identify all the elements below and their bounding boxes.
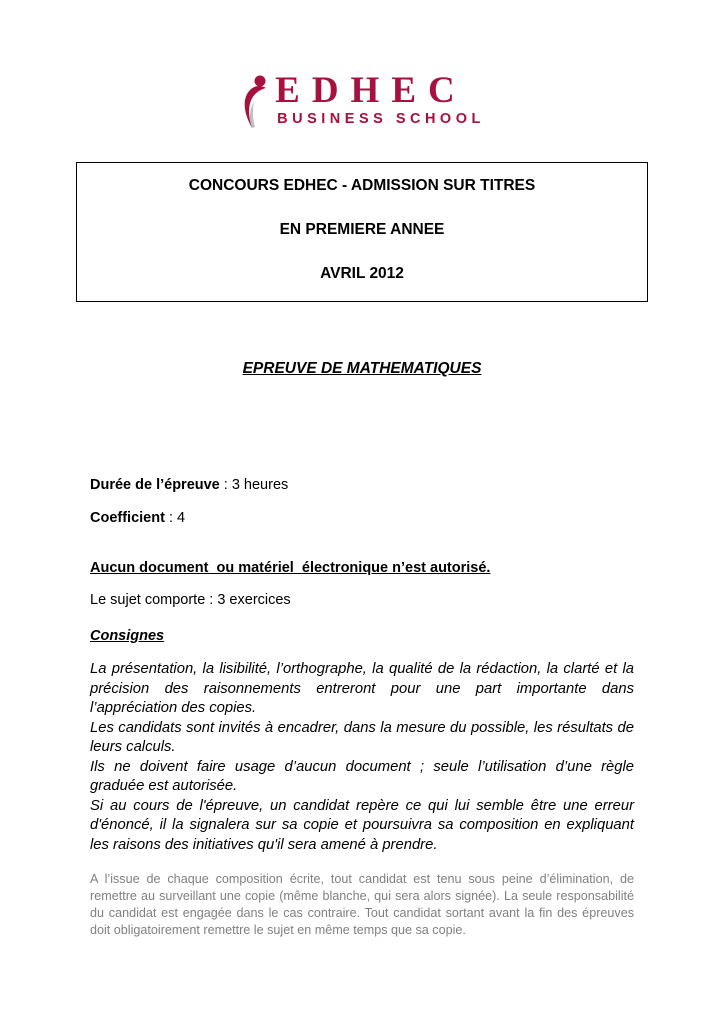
duration-value: : 3 heures bbox=[219, 477, 289, 493]
logo-text bbox=[275, 72, 485, 127]
consignes-body bbox=[90, 660, 634, 855]
subject-contents: Le sujet comporte : 3 exercices bbox=[90, 592, 291, 608]
logo-row bbox=[90, 0, 634, 130]
exam-title-line3: AVRIL 2012 bbox=[320, 265, 404, 282]
coefficient-value: : 4 bbox=[164, 510, 186, 526]
no-document-notice: Aucun document ou matériel électronique n’est autorisé. bbox=[90, 560, 491, 576]
coefficient-line bbox=[90, 509, 634, 527]
exam-header-box bbox=[76, 162, 648, 302]
subject-title: EPREUVE DE MATHEMATIQUES bbox=[242, 360, 482, 377]
logo-subtitle: BUSINESS SCHOOL bbox=[277, 111, 485, 127]
exam-title-line2: EN PREMIERE ANNEE bbox=[279, 221, 445, 238]
coefficient-label: Coefficient bbox=[90, 510, 165, 526]
consignes-paragraph: Ils ne doivent faire usage d’aucun document ; seule l’utilisation d’une règle graduée est autorisée. bbox=[90, 758, 634, 794]
consignes-paragraph: La présentation, la lisibilité, l’orthographe, la qualité de la rédaction, la clarté et la précision des raisonnements entreront pour une part importante dans l’appréciation des copies. bbox=[90, 661, 634, 716]
logo-name: EDHEC bbox=[275, 70, 467, 111]
edhec-figure-icon bbox=[239, 74, 273, 130]
consignes-paragraph: Si au cours de l'épreuve, un candidat repère ce qui lui semble être une erreur d'énoncé, il la signalera sur sa copie et poursuivra sa composition en expliquant les raisons des initiatives qu'il sera amené à prendre. bbox=[90, 797, 634, 853]
footer-notice: A l’issue de chaque composition écrite, tout candidat est tenu sous peine d’élimination, de remettre au surveillant une copie (même blanche, qui sera alors signée). La seule responsabilité du candidat est engagée dans le cas contraire. Tout candidat sortant avant la fin des épreuves doit obligatoirement remettre le sujet en même temps que sa copie. bbox=[90, 872, 634, 937]
edhec-logo bbox=[239, 72, 485, 130]
duration-line bbox=[90, 476, 634, 494]
exam-title-line1: CONCOURS EDHEC - ADMISSION SUR TITRES bbox=[188, 177, 536, 194]
consignes-paragraph: Les candidats sont invités à encadrer, dans la mesure du possible, les résultats de leurs calculs. bbox=[90, 719, 634, 755]
consignes-heading: Consignes bbox=[90, 628, 165, 644]
duration-label: Durée de l’épreuve bbox=[90, 477, 220, 493]
